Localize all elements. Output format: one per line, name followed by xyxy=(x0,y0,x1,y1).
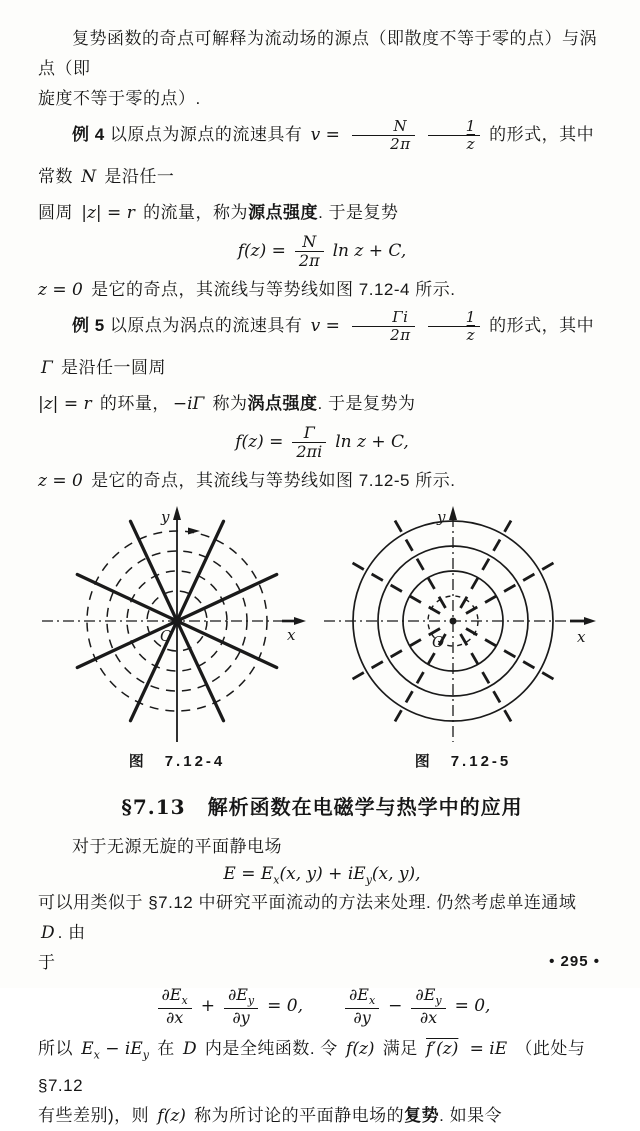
equals-iE: = iE xyxy=(469,1039,508,1060)
x-axis xyxy=(324,617,596,625)
figure-7-12-5-container xyxy=(320,504,606,771)
example5-label: 例 5 xyxy=(72,315,105,335)
example5-line-3: z = 0 是它的奇点，其流线与等势线如图 7.12-5 所示. xyxy=(38,470,456,491)
intro-line-2: 旋度不等于零的点）. xyxy=(38,89,201,108)
partial-Ex-partial-y: $\frac{\partial E_x}{\partial y}$ xyxy=(345,986,379,1026)
abs-z-equals-r: |z| = r xyxy=(38,393,92,414)
x-axis-arrow xyxy=(294,617,306,625)
x-axis-label: x xyxy=(577,627,586,646)
example5-display-formula: f(z) = $\frac{\Gamma}{2\pi i}$ ln z + C, xyxy=(235,422,409,461)
example5-text-3: 是沿任一圆周 xyxy=(61,357,167,377)
term-complex-potential: 复势 xyxy=(404,1105,440,1125)
section-line-2: 可以用类似于 §7.12 中研究平面流动的方法来处理. 仍然考虑单连通域 D . 由 xyxy=(38,893,577,944)
section-title: 解析函数在电磁学与热学中的应用 xyxy=(207,796,523,819)
fraction-1-over-zbar: $\frac{1}{z}$ xyxy=(428,118,480,153)
example4-text-1: 以原点为源点的流速具有 xyxy=(109,125,303,144)
partial-Ex-partial-x: $\frac{\partial E_x}{\partial x}$ xyxy=(158,986,192,1026)
section-heading xyxy=(38,791,606,820)
term-vortex-strength: 涡点强度 xyxy=(247,393,318,413)
fraction-Gamma-over-2pii-display: $\frac{\Gamma}{2\pi i}$ xyxy=(292,424,326,461)
origin-label: O xyxy=(432,632,445,651)
example4-display-formula: f(z) = $\frac{N}{2\pi}$ ln z + C, xyxy=(237,232,407,270)
fraction-1-over-zbar: $\frac{1}{z}$ xyxy=(428,309,480,344)
figures-row xyxy=(38,504,606,771)
example5-text-1: 以原点为涡点的流速具有 xyxy=(109,315,303,335)
flow-direction-arrow xyxy=(188,527,200,534)
intro-line-1: 复势函数的奇点可解释为流动场的源点（即散度不等于零的点）与涡点（即 xyxy=(38,29,597,78)
example4-line-3: z = 0 是它的奇点，其流线与等势线如图 7.12-4 所示. xyxy=(38,279,456,300)
x-axis-arrow xyxy=(584,617,596,625)
example4-line-2: 圆周 |z| = r 的流量，称为源点强度. 于是复势 xyxy=(38,203,399,223)
x-axis-label: x xyxy=(287,625,296,644)
abs-z-equals-r: |z| = r xyxy=(81,203,135,223)
example4-var-N: N xyxy=(81,167,97,187)
section-line-1: 对于无源无旋的平面静电场 xyxy=(72,836,282,856)
fraction-Gammai-over-2pi: $\frac{\Gamma i}{2\pi}$ xyxy=(352,309,414,344)
example4-v-equals: v = xyxy=(310,125,340,145)
figure-7-12-4-source-flow xyxy=(38,504,316,748)
term-source-strength: 源点强度 xyxy=(248,203,319,222)
y-axis-label: y xyxy=(437,507,446,526)
conjugate-f-prime-z: f′(z) xyxy=(426,1039,459,1060)
f-of-z: f(z) xyxy=(346,1039,375,1060)
section-line-4: 所以 $E_x - iE_y$ 在 D 内是全纯函数. 令 f(z) 满足 f′(z) = iE （此处与 §7.12 xyxy=(38,1039,586,1095)
divergence-curl-formula: $\frac{\partial E_x}{\partial x}$ + $\frac{\partial E_y}{\partial y}$ = 0, $\frac{\partial E_x}{\partial y}$ − $\frac{\partial E_y}{\partial x}$ = 0, xyxy=(38,986,606,1026)
example5-line-2: |z| = r 的环量， −iΓ 称为涡点强度. 于是复势为 xyxy=(38,393,416,414)
source-point-dot xyxy=(173,616,182,625)
section-number: §7.13 xyxy=(121,794,186,819)
section-line-5: 有些差别)，则 f(z) 称为所讨论的平面静电场的复势. 如果令 xyxy=(38,1105,503,1126)
figure-7-12-4-container xyxy=(38,504,316,771)
figure-7-12-5-vortex-flow xyxy=(320,504,606,748)
partial-Ey-partial-x: $\frac{\partial E_y}{\partial x}$ xyxy=(411,986,445,1026)
y-axis-arrow xyxy=(173,506,181,520)
page-number: • 295 • xyxy=(549,953,600,970)
Ex-minus-iEy: $E_x - iE_y$ xyxy=(81,1039,149,1062)
partial-Ey-partial-y: $\frac{\partial E_y}{\partial y}$ xyxy=(224,986,258,1026)
figure-7-12-4-caption: 图 7.12-4 xyxy=(128,752,226,770)
domain-D: D xyxy=(41,923,55,944)
example5-v-equals: v = xyxy=(310,315,340,336)
example5-line-1 xyxy=(38,305,606,389)
example4-text-3: 是沿任一 xyxy=(104,167,175,186)
fraction-N-over-2pi: $\frac{N}{2\pi}$ xyxy=(352,118,414,153)
example5-text-2: 的形式，其中 xyxy=(489,315,595,335)
vortex-point-dot xyxy=(450,618,456,624)
fraction-N-over-2pi-display: $\frac{N}{2\pi}$ xyxy=(295,233,324,270)
e-field-formula: $E = E_x(x$, $y) + iE_y(x$, y), xyxy=(223,863,421,887)
y-axis-label: y xyxy=(161,507,170,526)
y-axis-arrow xyxy=(449,506,457,520)
section-line-3: 于 xyxy=(38,953,56,973)
example4-text-2: 的形式，其中常数 xyxy=(38,125,595,186)
example4-label: 例 4 xyxy=(72,125,105,144)
example4-line-1 xyxy=(38,114,606,198)
f-of-z: f(z) xyxy=(157,1105,186,1126)
example5-var-Gamma: Γ xyxy=(41,357,53,378)
figure-7-12-5-caption: 图 7.12-5 xyxy=(414,752,512,770)
minus-i-Gamma: −iΓ xyxy=(172,393,205,414)
domain-D: D xyxy=(182,1039,197,1060)
origin-label: O xyxy=(160,626,173,645)
